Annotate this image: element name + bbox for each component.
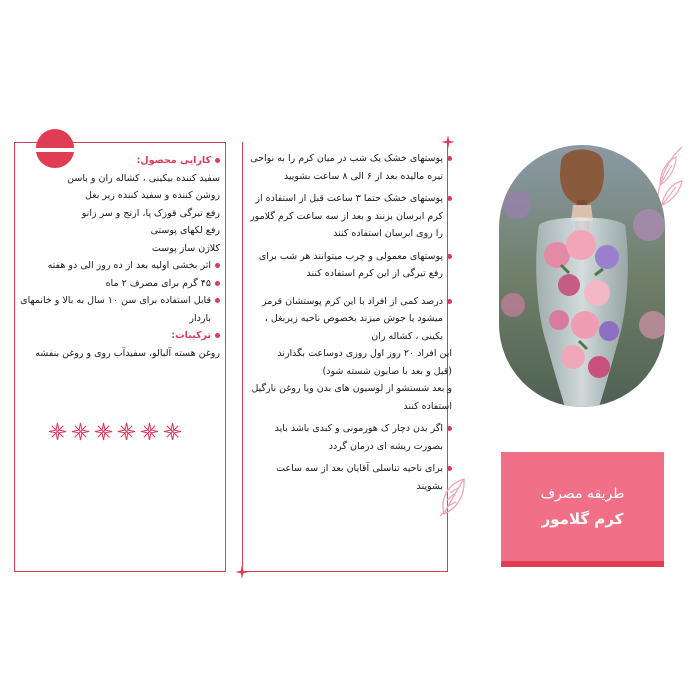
title-card (501, 452, 664, 567)
usage-item: رفع لکهای پوستی (150, 225, 220, 236)
sparkle-icon (235, 565, 249, 579)
sparkle-icon (441, 135, 455, 149)
flower-star-icon (48, 422, 67, 441)
ingredients-text: روغن هسته آلبالو، سفیدآب روی و روغن بنفشه (35, 347, 220, 359)
instruction-item: پوستهای خشک یک شب در میان کرم را به نواحی تیره مالیده بعد از ۶ الی ۸ ساعت بشویید (248, 150, 452, 185)
title-line-2: کرم گلامور (541, 510, 624, 528)
flower-star-icon (140, 422, 159, 441)
decorative-stars (48, 422, 182, 441)
instruction-item: برای ناحیه تناسلی آقایان بعد از سه ساعت بشویند (248, 460, 452, 495)
title-line-1: طریقه مصرف (540, 486, 625, 502)
usage-item: سفید کننده بیکینی ، کشاله ران و باسن (67, 172, 220, 184)
title-card-bar (501, 561, 664, 567)
leaf-icon (438, 476, 468, 518)
usage-item: روشن کننده و سفید کننده زیر بغل (84, 190, 220, 201)
continuation-line: و بعد شستشو از لوسیون های بدن ویا روغن نارگیل استفاده کنند (251, 383, 452, 412)
flower-star-icon (117, 422, 136, 441)
flower-star-icon (71, 422, 90, 441)
usage-item: کلاژن ساز پوست (151, 242, 220, 254)
instruction-item: پوستهای معمولی و چرب میتوانند هر شب برای رفع تیرگی از این کرم استفاده کنند (248, 248, 452, 283)
middle-column (248, 150, 452, 500)
photo-image (499, 145, 665, 407)
continuation-line: (قبل و بعد با صابون شسته شود) (322, 365, 452, 377)
usage-title: کارایی محصول: (20, 152, 220, 170)
flower-star-icon (163, 422, 182, 441)
usage-item: رفع تیرگی قوزک پا، ارنج و سر زانو (81, 207, 220, 219)
fact-item: ۴۵ گرم برای مصرف ۲ ماه (20, 275, 220, 293)
instruction-item: درصد کمی از افراد با این کرم پوستشان قرمز میشود یا جوش میزند بخصوص ناحیه زیربغل ، بکینی ، کشاله ران (248, 293, 452, 346)
left-column (20, 152, 220, 362)
product-photo (499, 145, 665, 407)
fact-item: اثر بخشی اولیه بعد از ده روز الی دو هفته (20, 257, 220, 275)
continuation-line: این افراد ۲۰ روز اول روزی دوساعت بگذارند (277, 348, 452, 359)
flower-star-icon (94, 422, 113, 441)
fact-item: قابل استفاده برای سن ۱۰ سال به بالا و خانمهای باردار (20, 292, 220, 327)
instruction-item: پوستهای خشک حتما ۳ ساعت قبل از استفاده از کرم ابرسان بزنند و بعد از سه ساعت کرم گلامور را روی ابرسان استفاده کنند (248, 190, 452, 243)
instruction-item: اگر بدن دچار ک هورمونی و کبدی باشد باید بصورت ریشه ای درمان گردد (248, 420, 452, 455)
ingredients-title: ترکیبات: (20, 327, 220, 345)
